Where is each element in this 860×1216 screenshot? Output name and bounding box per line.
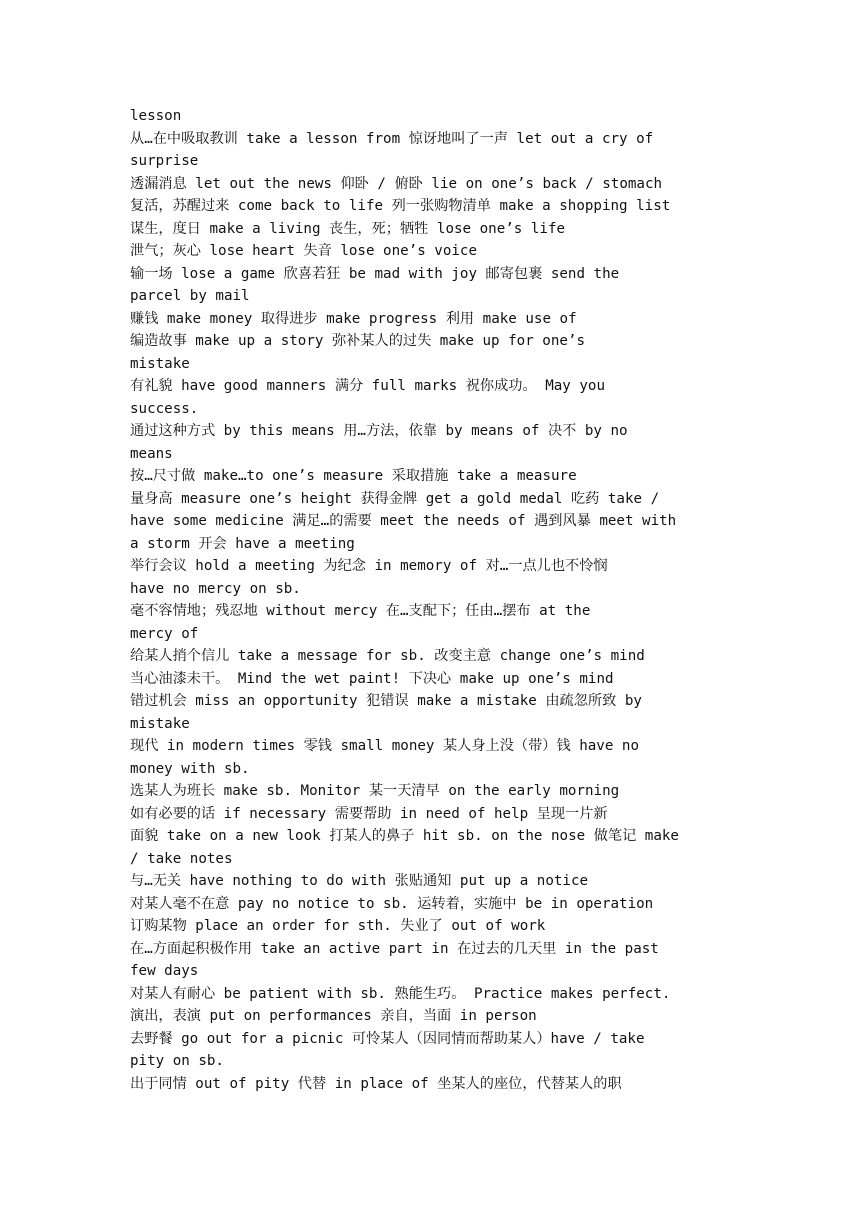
text-line: have some medicine 满足…的需要 meet the needs of 遇到风暴 meet with	[130, 513, 677, 529]
text-line: 选某人为班长 make sb. Monitor 某一天清早 on the early morning	[130, 783, 620, 799]
text-line: 演出，表演 put on performances 亲自，当面 in person	[130, 1008, 537, 1024]
text-line: money with sb.	[130, 760, 250, 777]
text-line: 泄气；灰心 lose heart 失音 lose one’s voice	[130, 243, 478, 259]
text-line: 透漏消息 let out the news 仰卧 / 俯卧 lie on one’s back / stomach	[130, 175, 663, 192]
text-line: mercy of	[130, 625, 199, 642]
text-line: 与…无关 have nothing to do with 张贴通知 put up a notice	[130, 873, 589, 889]
text-line: 去野餐 go out for a picnic 可怜某人（因同情而帮助某人）have / take	[130, 1030, 645, 1047]
text-line: 量身高 measure one’s height 获得金牌 get a gold medal 吃药 take /	[130, 490, 660, 507]
text-line: pity on sb.	[130, 1053, 224, 1069]
text-line: 按…尺寸做 make…to one’s measure 采取措施 take a measure	[130, 468, 577, 484]
text-line: 如有必要的话 if necessary 需要帮助 in need of help 呈现一片新	[130, 805, 608, 822]
text-line: 对某人毫不在意 pay no notice to sb. 运转着，实施中 be in operation	[130, 895, 654, 912]
document-page	[130, 105, 732, 1095]
text-line: 举行会议 hold a meeting 为纪念 in memory of 对…一点儿也不怜悯	[130, 558, 608, 574]
text-line: 毫不容情地；残忍地 without mercy 在…支配下；任由…摆布 at the	[130, 603, 591, 619]
text-line: 对某人有耐心 be patient with sb. 熟能生巧。 Practice makes perfect.	[130, 985, 671, 1002]
text-line: success.	[130, 400, 199, 417]
text-line: 订购某物 place an order for sth. 失业了 out of work	[130, 918, 546, 934]
text-line: / take notes	[130, 850, 233, 867]
text-line: 当心油漆未干。 Mind the wet paint! 下决心 make up one’s mind	[130, 670, 614, 687]
text-line: 从…在中吸取教训 take a lesson from 惊讶地叫了一声 let out a cry of	[130, 130, 654, 147]
text-line: 现代 in modern times 零钱 small money 某人身上没（带）钱 have no	[130, 738, 640, 754]
text-line: 复活，苏醒过来 come back to life 列一张购物清单 make a shopping list	[130, 198, 671, 214]
text-line: 编造故事 make up a story 弥补某人的过失 make up for one’s	[130, 333, 586, 349]
text-line: lesson	[130, 108, 182, 124]
text-line: mistake	[130, 715, 190, 732]
text-line: 有礼貌 have good manners 满分 full marks 祝你成功。 May you	[130, 378, 605, 394]
text-line: 输一场 lose a game 欣喜若狂 be mad with joy 邮寄包裹 send the	[130, 265, 620, 282]
text-line: 面貌 take on a new look 打某人的鼻子 hit sb. on the nose 做笔记 make	[130, 828, 679, 844]
text-line: 在…方面起积极作用 take an active part in 在过去的几天里 in the past	[130, 940, 659, 957]
text-line: 出于同情 out of pity 代替 in place of 坐某人的座位，代替某人的职	[130, 1075, 622, 1092]
text-line: mistake	[130, 355, 190, 372]
text-line: 错过机会 miss an opportunity 犯错误 make a mistake 由疏忽所致 by	[130, 693, 642, 709]
text-line: 通过这种方式 by this means 用…方法，依靠 by means of 决不 by no	[130, 423, 628, 439]
text-line: surprise	[130, 153, 199, 169]
text-line: 谋生，度日 make a living 丧生，死；牺牲 lose one’s life	[130, 220, 566, 237]
text-line: 给某人捎个信儿 take a message for sb. 改变主意 change one’s mind	[130, 648, 645, 664]
text-line: few days	[130, 963, 199, 979]
text-line: have no mercy on sb.	[130, 580, 301, 597]
text-line: parcel by mail	[130, 288, 250, 304]
text-line: 赚钱 make money 取得进步 make progress 利用 make use of	[130, 310, 577, 327]
text-line: means	[130, 445, 173, 462]
text-line: a storm 开会 have a meeting	[130, 535, 355, 552]
